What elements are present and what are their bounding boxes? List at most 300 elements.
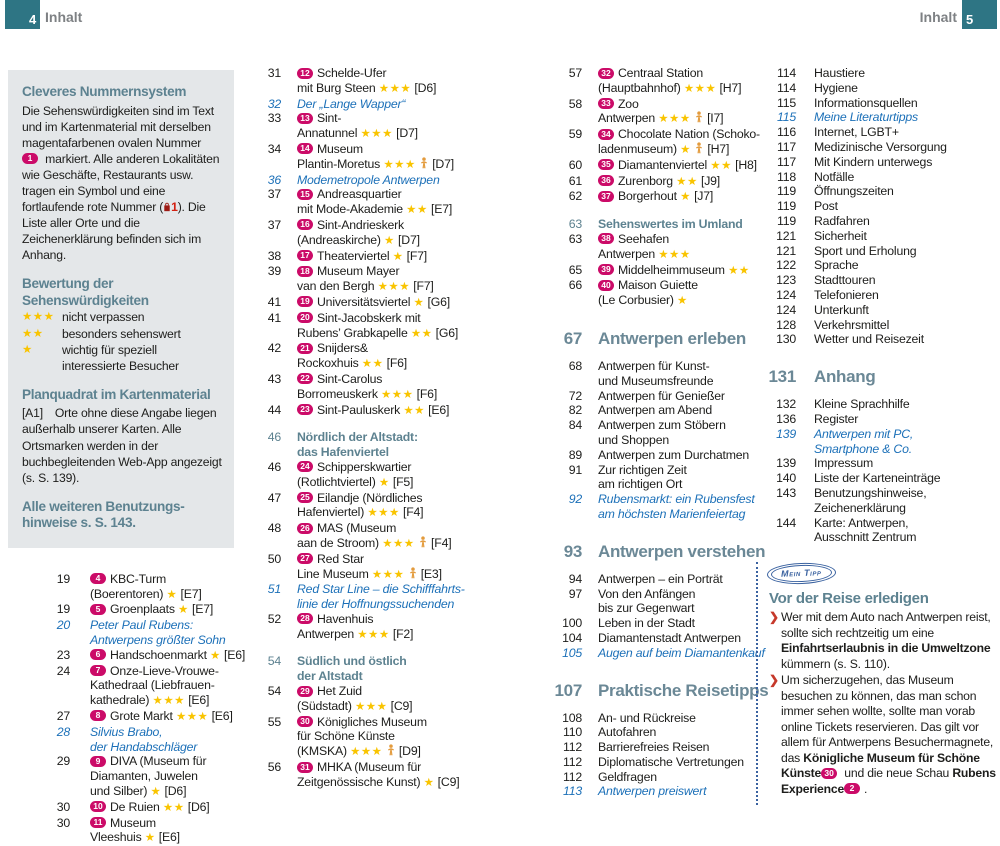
toc-entry-page: 105 (562, 645, 582, 660)
toc-entry-page: 33 (267, 111, 281, 126)
toc-entry-content (796, 486, 926, 516)
star-rating: ★★★ (382, 537, 415, 550)
toc-entry-page: 41 (267, 310, 281, 325)
entry-title-line: aan de Stroom) ★★★ [F4] (297, 535, 452, 550)
title-line: Sprache (814, 258, 859, 273)
entry-title-line: 20 Sint-Jacobskerk mit (297, 311, 458, 326)
title-line: und Museumsfreunde (598, 373, 714, 388)
toc-entry-content (281, 491, 423, 522)
tip-bullet (769, 610, 998, 672)
title-line: am richtigen Ort (598, 477, 683, 492)
info-heading: Sehenswürdigkeiten (22, 292, 149, 308)
entry-title-line: Plantin-Moretus ★★★ [D7] (297, 156, 454, 171)
toc-entry (756, 81, 998, 96)
toc-entry (237, 111, 479, 142)
entry-title-line: Annatunnel ★★★ [D7] (297, 126, 418, 141)
toc-entry-content (582, 418, 726, 448)
toc-entry-content (70, 709, 233, 725)
entry-title-line: mit Burg Steen ★★★ [D6] (297, 80, 437, 95)
entry-title-line: Borromeuskerk ★★★ [F6] (297, 386, 438, 401)
toc-entry (500, 278, 752, 309)
toc-entry-page: 144 (776, 515, 796, 530)
toc-entry-page: 24 (56, 663, 70, 678)
entry-title-line: 29 Het Zuid (297, 684, 412, 699)
title-line: Antwerpens größter Sohn (90, 632, 226, 647)
toc-entry (500, 403, 752, 418)
map-grid-ref: [G6] (432, 325, 459, 340)
bold-text: Königliche Museum für Schöne Künste (781, 750, 980, 781)
toc-entry-content (796, 184, 894, 199)
toc-entry-content (796, 81, 858, 96)
toc-entry-content (70, 648, 245, 664)
star-rating: ★ (384, 234, 395, 247)
entry-title-line: 28 Havenhuis (297, 612, 413, 627)
toc-entry-content (70, 572, 202, 603)
toc-entry-content (582, 711, 696, 726)
toc-entry (8, 816, 234, 846)
star-rating: ★★★ (658, 248, 691, 261)
toc-entry (756, 486, 998, 516)
star-rating: ★★ (22, 327, 44, 340)
kid-friendly-icon (695, 111, 703, 127)
toc-entry-page: 65 (568, 262, 582, 277)
toc-cross-reference (500, 784, 752, 799)
toc-entry-page: 19 (56, 571, 70, 586)
toc-entry (500, 418, 752, 448)
entry-title-line: mit Mode-Akademie ★★ [E7] (297, 202, 453, 217)
running-head-right: Inhalt (919, 9, 957, 25)
map-grid-ref: [D6] (161, 783, 187, 798)
toc-entry-content (281, 654, 407, 684)
entry-title-line: 37 Borgerhout ★ [J7] (598, 189, 713, 205)
chapter-title: Antwerpen erleben (598, 328, 746, 348)
toc-entry (756, 244, 998, 259)
sight-number-badge: 12 (297, 68, 313, 79)
title-line: Antwerpen für Kunst- (598, 358, 710, 373)
toc-entry (756, 471, 998, 486)
sight-number-badge: 2 (844, 783, 860, 794)
toc-entry-content (796, 96, 918, 111)
toc-column-2 (237, 66, 479, 791)
sight-number-badge: 18 (297, 266, 313, 277)
title-line: Antwerpen mit PC, (814, 426, 914, 441)
star-rating: ★★ (406, 204, 428, 217)
toc-entry-content (796, 367, 875, 387)
title-line: Notfälle (814, 169, 855, 184)
entry-title-line: 23 Sint-Pauluskerk ★★ [E6] (297, 403, 449, 419)
toc-entry-content (796, 229, 867, 244)
toc-cross-reference (237, 173, 479, 188)
toc-entry-content (281, 612, 413, 643)
sight-number-badge: 24 (297, 461, 313, 472)
entry-title-line: Antwerpen ★★★ (598, 246, 691, 261)
title-line: der Handabschläger (90, 739, 198, 754)
usage-note-line: hinweise s. S. 143. (22, 515, 136, 531)
title-line: linie der Hoffnungssuchenden (297, 597, 455, 612)
star-rating: ★★ (676, 175, 698, 188)
toc-entry-content (582, 616, 695, 631)
toc-entry (237, 715, 479, 760)
rating-label: besonders sehenswert (62, 326, 181, 341)
star-rating: ★ (150, 785, 162, 798)
tip-heading: Vor der Reise erledigen (769, 590, 929, 608)
toc-entry-content (582, 681, 768, 701)
title-line: Leben in der Stadt (598, 616, 695, 631)
toc-entry-page: 104 (562, 630, 582, 645)
toc-entry-content (582, 572, 723, 587)
toc-entry (756, 170, 998, 185)
entry-title-line: 6 Handschoenmarkt ★ [E6] (90, 648, 245, 664)
page-number-left: 4 (28, 12, 36, 27)
entry-title-line: 14 Museum (297, 142, 454, 157)
map-grid-ref: [J9] (697, 173, 721, 188)
bold-text: Einfahrtserlaubnis in die Umweltzone (781, 641, 991, 656)
toc-cross-reference (756, 110, 998, 125)
sight-number-badge: 30 (821, 768, 837, 779)
entry-title-line: van den Bergh ★★★ [F7] (297, 279, 434, 294)
star-rating: ★★★ (683, 82, 717, 95)
toc-list (756, 66, 998, 545)
entry-title-line: 4 KBC-Turm (90, 572, 202, 587)
sight-number-badge: 20 (297, 312, 313, 323)
toc-cross-reference (237, 582, 479, 612)
toc-entry-content (281, 187, 452, 218)
toc-entry (237, 187, 479, 218)
entry-title-line: (Südstadt) ★★★ [C9] (297, 698, 413, 713)
star-rating: ★★★ (367, 507, 400, 520)
toc-entry-page: 61 (568, 173, 582, 188)
title-line: Benutzungshinweise, (814, 485, 927, 500)
toc-entry-page: 139 (776, 426, 796, 441)
title-line: Red Star Line – die Schifffahrts- (297, 582, 465, 597)
toc-entry-page: 63 (568, 217, 582, 232)
toc-section-header (237, 430, 479, 460)
map-grid-ref: [C9] (387, 698, 413, 713)
title-line: am höchsten Marienfeiertag (598, 506, 746, 521)
toc-cross-reference (500, 492, 755, 522)
rating-legend-row (22, 342, 222, 374)
tip-bullet-text: Wer mit dem Auto nach Antwerpen reist, sollte sich rechtzeitig um eine Einfahrtserlaubnis in die Umweltzone kümmern (s. S. 110). (781, 610, 991, 671)
star-rating: ★★★ (175, 710, 209, 723)
toc-entry-page: 140 (776, 471, 796, 486)
toc-entry-page: 84 (568, 418, 582, 433)
numbering-system-section (22, 84, 222, 263)
map-grid-ref: [H7] (716, 80, 742, 95)
entry-title-line: 33 Zoo (598, 97, 723, 112)
toc-entry (500, 359, 752, 389)
entry-title-line: 27 Red Star (297, 552, 442, 567)
toc-entry (756, 140, 998, 155)
toc-entry-page: 42 (267, 341, 281, 356)
page-number-box-right (962, 0, 997, 29)
toc-entry (500, 232, 752, 263)
toc-entry-content (582, 158, 757, 174)
toc-entry-page: 108 (562, 710, 582, 725)
toc-entry-page: 97 (568, 586, 582, 601)
toc-entry (500, 616, 752, 631)
title-line: Zur richtigen Zeit (598, 462, 687, 477)
entry-title-line: 30 Königliches Museum (297, 715, 427, 730)
chevron-bullet-icon: ❯ (769, 673, 779, 688)
star-rating: ★ (166, 588, 178, 601)
sight-number-badge: 34 (598, 129, 614, 140)
toc-entry-page: 112 (562, 740, 582, 755)
toc-entry (756, 66, 998, 81)
toc-entry-content (582, 770, 657, 785)
toc-entry (756, 125, 998, 140)
toc-entry-page: 67 (563, 328, 582, 348)
entry-title-line: (Andreaskirche) ★ [D7] (297, 232, 420, 247)
title-line: Verkehrsmittel (814, 317, 890, 332)
toc-entry (237, 295, 479, 311)
toc-entry-content (281, 582, 465, 612)
star-rating: ★★ (710, 159, 732, 172)
entry-title-line: 34 Chocolate Nation (Schoko- (598, 127, 760, 142)
toc-entry-content (70, 602, 213, 618)
toc-column-4 (756, 66, 998, 805)
toc-entry-content (281, 430, 418, 460)
toc-entry-content (281, 552, 442, 583)
entry-title-line: 21 Snijders& (297, 341, 407, 356)
toc-entry-page: 58 (568, 96, 582, 111)
title-line: Mit Kindern unterwegs (814, 154, 933, 169)
sight-number-badge: 8 (90, 710, 106, 721)
toc-entry-content (796, 244, 916, 259)
toc-entry-page: 123 (776, 273, 796, 288)
toc-entry (756, 397, 998, 412)
title-line: Autofahren (598, 725, 657, 740)
entry-title-line: für Schöne Künste (297, 729, 395, 744)
toc-entry-content (796, 397, 910, 412)
sight-number-badge: 28 (297, 613, 313, 624)
entry-title-line: ladenmuseum) ★ [H7] (598, 141, 730, 156)
toc-entry-page: 91 (568, 462, 582, 477)
toc-cross-reference (237, 97, 479, 112)
title-line: Karte: Antwerpen, (814, 515, 909, 530)
toc-entry (756, 318, 998, 333)
title-line: Diplomatische Vertretungen (598, 754, 744, 769)
toc-entry-content (796, 214, 870, 229)
toc-cross-reference (8, 618, 234, 648)
toc-entry (237, 311, 479, 342)
usage-info-box (8, 70, 234, 548)
map-grid-ref: [I7] (703, 111, 724, 126)
shopping-bag-icon (163, 200, 171, 214)
title-line: Hygiene (814, 80, 858, 95)
toc-entry-content (582, 97, 723, 128)
map-grid-ref: [E6] (424, 402, 450, 417)
sight-number-badge: 17 (297, 250, 313, 261)
map-grid-ref: [F7] (403, 248, 428, 263)
toc-entry-page: 48 (267, 521, 281, 536)
rating-legend-row (22, 326, 222, 342)
toc-entry-page: 20 (56, 618, 70, 633)
star-rating: ★★★ (383, 158, 416, 171)
toc-entry-page: 27 (56, 708, 70, 723)
map-grid-ref: [E6] (184, 693, 210, 708)
sight-number-badge: 15 (297, 189, 313, 200)
rating-label: wichtig für speziell interessierte Besucher (62, 342, 179, 373)
star-rating: ★★ (162, 801, 185, 814)
toc-entry-page: 44 (267, 402, 281, 417)
map-grid-ref: [H8] (731, 157, 757, 172)
toc-entry-content (796, 516, 916, 546)
toc-entry-content (281, 142, 454, 173)
toc-entry (237, 142, 479, 173)
toc-entry-content (582, 403, 712, 418)
info-paragraph: [A1] Orte ohne diese Angabe liegen außerhalb unserer Karten. Alle Ortsmarken werden in der buchbegleitenden Web-App angezeigt (s. S. 139). (22, 406, 222, 485)
toc-entry-page: 41 (267, 294, 281, 309)
star-rating: ★ (22, 343, 33, 356)
star-rating: ★ (392, 250, 404, 263)
title-line: Liste der Karteneinträge (814, 471, 941, 486)
star-rating: ★★ (403, 404, 425, 417)
map-grid-ref: [E6] (220, 647, 246, 662)
toc-entry-content (796, 288, 879, 303)
toc-entry-page: 114 (776, 80, 796, 95)
toc-entry-content (582, 232, 691, 263)
toc-entry-page: 89 (568, 447, 582, 462)
toc-entry (756, 516, 998, 546)
map-grid-ref: [D7] (392, 126, 418, 141)
entry-title-line: 19 Universitätsviertel ★ [G6] (297, 295, 450, 311)
title-line: Kleine Sprachhilfe (814, 397, 910, 412)
toc-entry (500, 740, 752, 755)
tip-box (756, 562, 998, 805)
toc-entry (237, 403, 479, 419)
map-grid-ref: [D6] (184, 799, 210, 814)
toc-entry (756, 229, 998, 244)
entry-title-line: 10 De Ruien ★★ [D6] (90, 800, 210, 816)
chevron-bullet-icon: ❯ (769, 610, 779, 625)
tip-bullet-text: Um sicherzugehen, das Museum besuchen zu können, das man schon immer sehen wollte, sollte man vorab online Tickets reservieren. Das gilt vor allem für Antwerpens Besuchermagnete, das Königliche Museum für Schöne Künste 30 und die neue Schau Rubens Experience 2 . (781, 673, 996, 796)
toc-entry-page: 47 (267, 490, 281, 505)
kid-friendly-icon (420, 157, 428, 173)
title-line: Nördlich der Altstadt: (297, 430, 418, 445)
toc-entry (237, 249, 479, 265)
star-rating: ★ (680, 191, 691, 204)
title-line: Antwerpen am Abend (598, 403, 712, 418)
toc-entry-content (281, 173, 440, 188)
toc-entry-page: 107 (554, 680, 582, 700)
map-grid-ref: [E6] (155, 830, 180, 845)
title-line: Wetter und Reisezeit (814, 332, 924, 347)
star-rating: ★★★ (381, 388, 414, 401)
entry-title-line: Rockoxhuis ★★ [F6] (297, 356, 408, 371)
kid-friendly-icon (387, 744, 395, 760)
toc-entry (237, 612, 479, 643)
map-grid-ref: [D6] (411, 80, 437, 95)
toc-section-header (237, 654, 479, 684)
kid-friendly-icon (695, 142, 703, 158)
entry-title-line: 26 MAS (Museum (297, 521, 451, 536)
sight-number-badge: 40 (598, 280, 614, 291)
map-grid-ref: [D9] (395, 744, 421, 759)
title-line: Stadttouren (814, 273, 876, 288)
star-rating: ★★★ (357, 628, 390, 641)
star-rating: ★★★ (350, 746, 383, 759)
toc-entry-content (281, 111, 418, 142)
toc-entry-content (70, 618, 226, 648)
title-line: Modemetropole Antwerpen (297, 172, 440, 187)
shop-number: 1 (171, 200, 178, 215)
toc-entry-page: 28 (56, 724, 70, 739)
toc-entry (500, 174, 752, 190)
toc-entry-page: 63 (568, 231, 582, 246)
title-line: Telefonieren (814, 287, 879, 302)
usage-note (22, 499, 222, 532)
star-rating: ★★★ (378, 82, 412, 95)
entry-title-line: kathedrale) ★★★ [E6] (90, 693, 210, 708)
toc-entry-content (281, 715, 427, 760)
toc-entry-page: 117 (776, 154, 796, 169)
map-grid-ref: [F4] (399, 505, 424, 520)
map-grid-ref: [D7] (394, 232, 420, 247)
entry-title-line: (Boerentoren) ★ [E7] (90, 586, 202, 601)
toc-cross-reference (500, 645, 765, 661)
info-heading: Planquadrat im Kartenmaterial (22, 386, 211, 402)
toc-entry-page: 36 (267, 172, 281, 187)
map-grid-ref: [H7] (704, 141, 730, 156)
toc-entry-content (796, 110, 918, 125)
star-rating: ★ (677, 295, 688, 308)
toc-entry-content (582, 448, 749, 463)
star-rating: ★★★ (354, 700, 388, 713)
toc-entry (8, 602, 234, 618)
map-grid-ref: [F6] (383, 356, 408, 371)
toc-entry-page: 62 (568, 189, 582, 204)
toc-entry (500, 572, 752, 587)
toc-entry-content (582, 189, 713, 205)
toc-entry-page: 131 (768, 367, 796, 387)
entry-title-line: (Rotlichtviertel) ★ [F5] (297, 474, 414, 489)
map-grid-ref: [F5] (389, 474, 414, 489)
bold-text: Rubens Experience (781, 766, 996, 796)
toc-entry-page: 72 (568, 388, 582, 403)
title-line: Informationsquellen (814, 95, 918, 110)
sight-number-badge: 1 (22, 153, 38, 164)
star-rating: ★★ (361, 358, 384, 371)
toc-entry (237, 66, 479, 97)
toc-entry-page: 124 (776, 302, 796, 317)
toc-entry-page: 54 (267, 684, 281, 699)
toc-entry-page: 128 (776, 317, 796, 332)
toc-entry-page: 121 (776, 228, 796, 243)
title-line: Geldfragen (598, 769, 657, 784)
title-line: bis zur Gegenwart (598, 601, 695, 616)
toc-entry-content (582, 646, 765, 661)
sight-number-badge: 21 (297, 343, 313, 354)
star-rating: ★★★ (658, 113, 691, 126)
title-line: Register (814, 411, 859, 426)
toc-entry-content (281, 341, 407, 372)
toc-entry-content (796, 273, 875, 288)
toc-entry (237, 341, 479, 372)
toc-entry-content (796, 170, 854, 185)
title-line: Sicherheit (814, 228, 867, 243)
toc-entry-content (796, 412, 858, 427)
toc-entry-page: 30 (56, 799, 70, 814)
title-line: Internet, LGBT+ (814, 125, 899, 140)
sight-number-badge: 9 (90, 756, 106, 767)
toc-entry-content (70, 725, 197, 755)
toc-entry (237, 760, 479, 791)
toc-entry-content (796, 427, 913, 457)
star-rating: ★★★ (377, 281, 411, 294)
toc-chapter-header (500, 680, 769, 701)
toc-entry-page: 66 (568, 278, 582, 293)
toc-entry (756, 303, 998, 318)
